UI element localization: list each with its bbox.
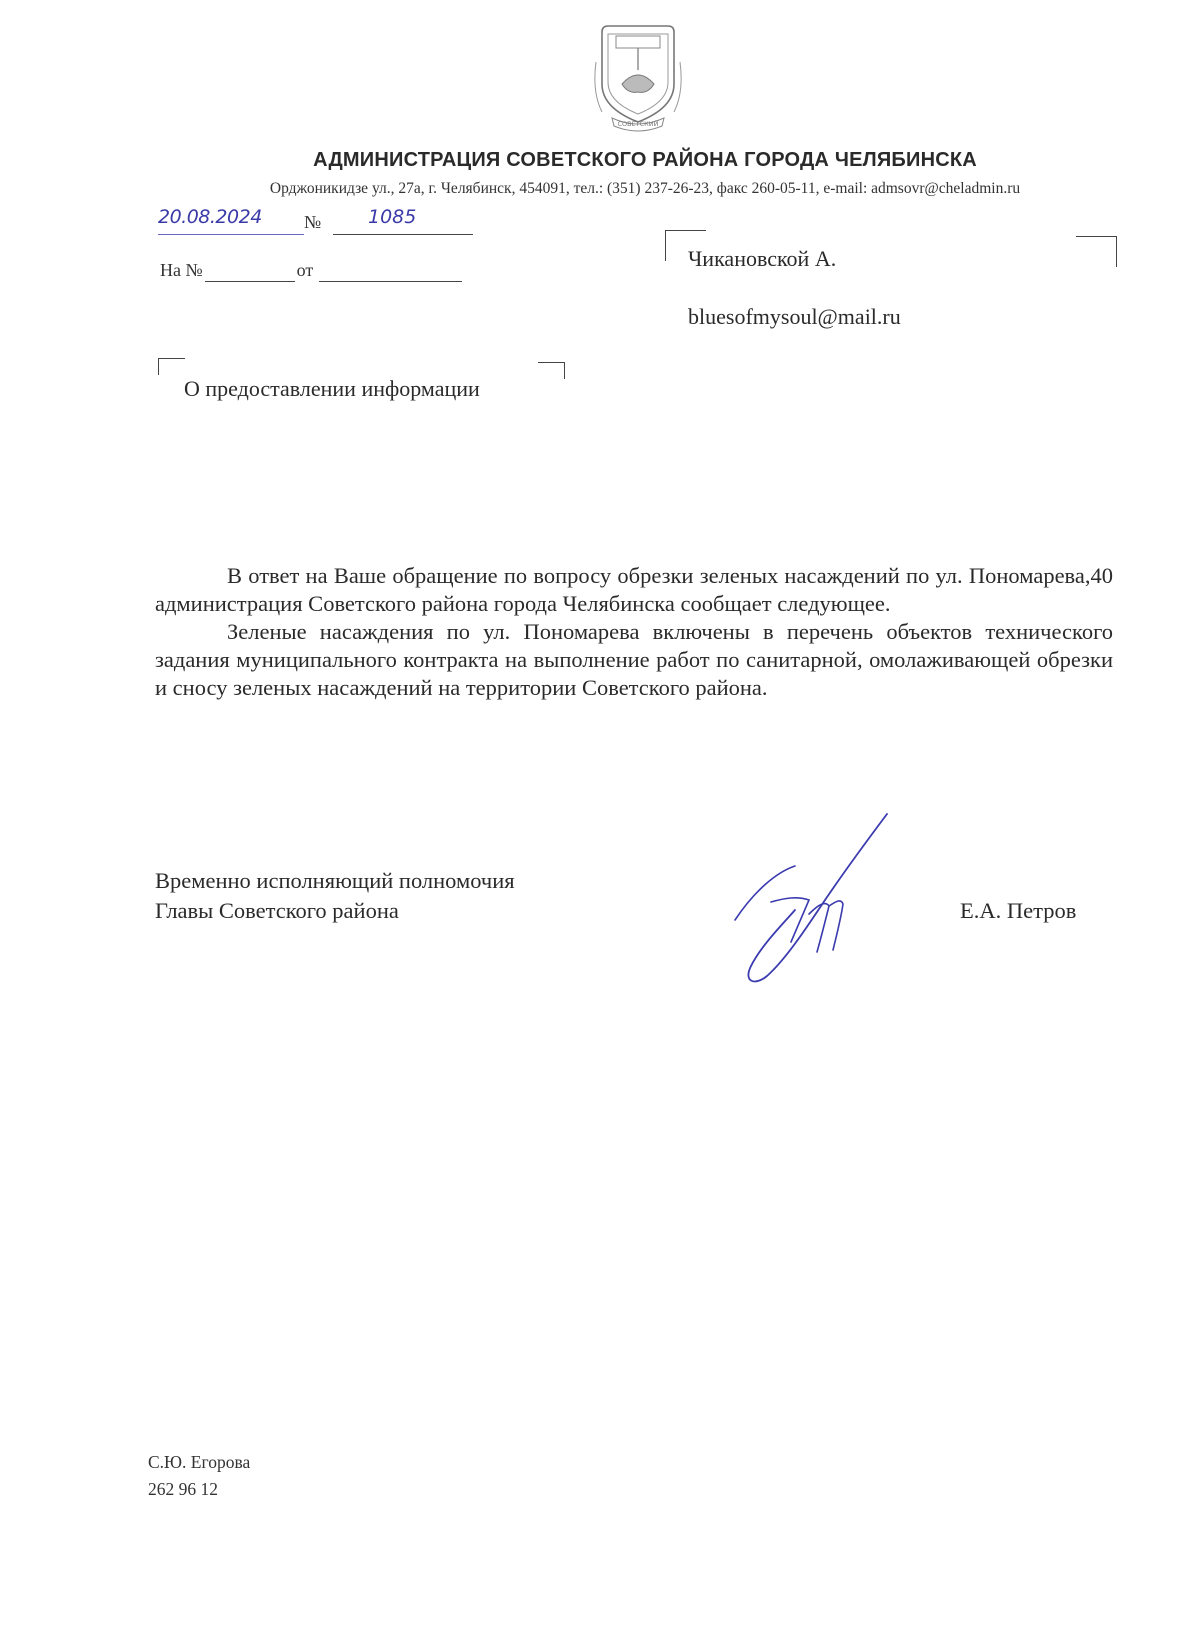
reference-number-blank — [205, 260, 295, 282]
date-underline — [158, 234, 304, 235]
signer-name: Е.А. Петров — [960, 898, 1077, 923]
body-paragraph: Зеленые насаждения по ул. Пономарева включены в перечень объектов технического задания муниципального контракта на выполнение работ по санитарной, омолаживающей обрезки и сносу зеленых насаждений на территории Советского района. — [155, 619, 1113, 700]
executor-phone: 262 96 12 — [148, 1479, 218, 1499]
recipient-name: Чикановской А. — [688, 246, 837, 271]
signer-position — [155, 866, 515, 926]
registration-number: 1085 — [368, 206, 417, 228]
organization-name: АДМИНИСТРАЦИЯ СОВЕТСКОГО РАЙОНА ГОРОДА ЧЕЛЯБИНСКА — [313, 149, 977, 171]
coat-of-arms-emblem — [592, 22, 684, 134]
registration-number-label: № — [304, 212, 322, 232]
reference-from-label: от — [296, 260, 314, 280]
executor-name: С.Ю. Егорова — [148, 1452, 251, 1472]
letter-body — [155, 562, 1113, 702]
number-underline — [333, 234, 473, 235]
signer-position-line-2: Главы Советского района — [155, 898, 399, 923]
letter-subject: О предоставлении информации — [184, 376, 480, 401]
handwritten-signature — [725, 810, 905, 985]
recipient-email: bluesofmysoul@mail.ru — [688, 304, 901, 329]
body-paragraph: В ответ на Ваше обращение по вопросу обрезки зеленых насаждений по ул. Пономарева,40 администрация Советского района города Челябинска сообщает следующее. — [155, 563, 1113, 616]
registration-date: 20.08.2024 — [158, 206, 262, 228]
reference-date-blank — [319, 260, 462, 282]
executor-block — [148, 1449, 250, 1503]
reference-line — [160, 260, 462, 282]
organization-contacts: Орджоникидзе ул., 27а, г. Челябинск, 454091, тел.: (351) 237-26-23, факс 260-05-11, e-mail: admsovr@cheladmin.ru — [269, 180, 1021, 197]
emblem-text: СОВЕТСКИЙ — [617, 120, 659, 128]
signer-position-line-1: Временно исполняющий полномочия — [155, 868, 515, 893]
reference-label: На № — [160, 260, 203, 280]
subject-corner-left — [158, 358, 185, 375]
recipient-corner-right — [1076, 236, 1117, 267]
subject-corner-right — [538, 362, 565, 379]
